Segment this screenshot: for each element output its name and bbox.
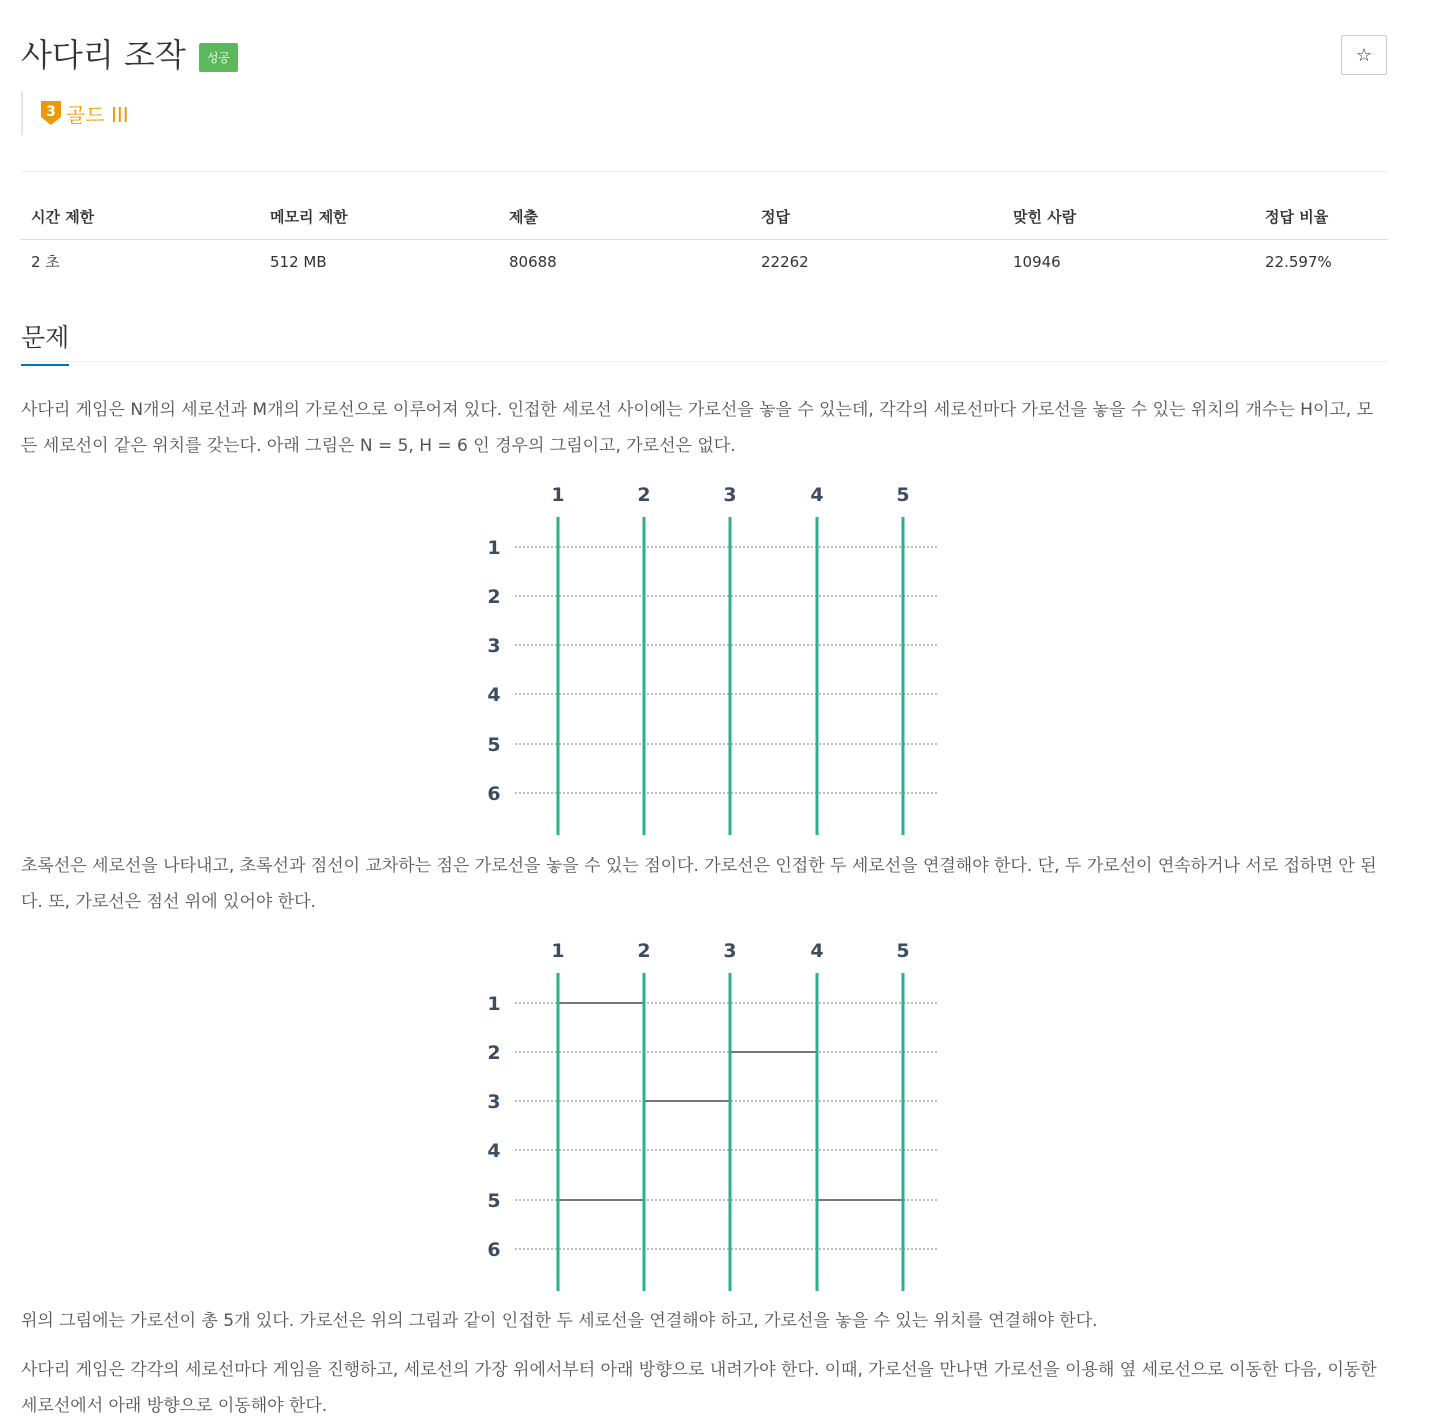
section-title-problem: 문제 xyxy=(21,318,69,366)
table-row xyxy=(21,240,1388,284)
fig1-column-label-3: 3 xyxy=(723,484,737,506)
problem-info-table xyxy=(21,196,1388,283)
fig1-row-label-6: 6 xyxy=(487,783,501,805)
submissions-value: 80688 xyxy=(509,252,557,271)
ladder-figure-with-rungs xyxy=(470,931,950,1296)
fig1-row-label-2: 2 xyxy=(487,586,501,608)
fig2-column-label-4: 4 xyxy=(810,940,824,962)
fig2-column-label-3: 3 xyxy=(723,940,737,962)
star-icon: ☆ xyxy=(1355,44,1373,66)
fig2-column-label-1: 1 xyxy=(551,940,565,962)
fig2-row-label-6: 6 xyxy=(487,1239,501,1261)
time-limit-value: 2 초 xyxy=(31,253,60,271)
memory-limit-value: 512 MB xyxy=(270,252,327,271)
fig2-column-label-2: 2 xyxy=(637,940,651,962)
header-time-limit: 시간 제한 xyxy=(21,196,260,240)
fig1-row-label-1: 1 xyxy=(487,537,501,559)
fig1-row-label-3: 3 xyxy=(487,635,501,657)
solved-users-value: 10946 xyxy=(1013,252,1061,271)
fig2-row-label-4: 4 xyxy=(487,1140,501,1162)
problem-paragraph-1: 사다리 게임은 N개의 세로선과 M개의 가로선으로 이루어져 있다. 인접한 세로선 사이에는 가로선을 놓을 수 있는데, 각각의 세로선마다 가로선을 놓을 수 있는 위치의 개수는 H이고, 모든 세로선이 같은 위치를 갖는다. 아래 그림은 N = 5, H = 6 인 경우의 그림이고, 가로선은 없다. xyxy=(21,400,1374,456)
fig1-column-label-5: 5 xyxy=(896,484,910,506)
accept-ratio-value: 22.597% xyxy=(1265,252,1332,271)
fig1-column-label-4: 4 xyxy=(810,484,824,506)
status-badge: 성공 xyxy=(199,43,238,72)
fig2-row-label-3: 3 xyxy=(487,1091,501,1113)
fig2-row-label-1: 1 xyxy=(487,993,501,1015)
gold-tier-icon xyxy=(40,100,62,126)
problem-header xyxy=(21,30,238,76)
ladder-figure-empty xyxy=(470,475,950,840)
problem-paragraph-3: 위의 그림에는 가로선이 총 5개 있다. 가로선은 위의 그림과 같이 인접한 두 세로선을 연결해야 하고, 가로선을 놓을 수 있는 위치를 연결해야 한다. xyxy=(21,1311,1098,1331)
fig1-column-label-1: 1 xyxy=(551,484,565,506)
header-accept-ratio: 정답 비율 xyxy=(1255,196,1388,240)
fig1-row-label-4: 4 xyxy=(487,684,501,706)
fig1-row-label-5: 5 xyxy=(487,734,501,756)
fig2-row-label-5: 5 xyxy=(487,1190,501,1212)
problem-paragraph-4: 사다리 게임은 각각의 세로선마다 게임을 진행하고, 세로선의 가장 위에서부터 아래 방향으로 내려가야 한다. 이때, 가로선을 만나면 가로선을 이용해 옆 세로선으로 이동한 다음, 이동한 세로선에서 아래 방향으로 이동해야 한다. xyxy=(21,1360,1377,1416)
section-divider xyxy=(21,361,1388,362)
problem-paragraph-2: 초록선은 세로선을 나타내고, 초록선과 점선이 교차하는 점은 가로선을 놓을 수 있는 점이다. 가로선은 인접한 두 세로선을 연결해야 한다. 단, 두 가로선이 연속하거나 서로 접하면 안 된다. 또, 가로선은 점선 위에 있어야 한다. xyxy=(21,856,1377,912)
accepted-value: 22262 xyxy=(761,252,809,271)
fig1-column-label-2: 2 xyxy=(637,484,651,506)
tier-indicator[interactable] xyxy=(21,91,129,135)
header-memory-limit: 메모리 제한 xyxy=(260,196,499,240)
tier-label: 골드 III xyxy=(66,102,129,127)
header-accepted: 정답 xyxy=(751,196,1003,240)
fig2-row-label-2: 2 xyxy=(487,1042,501,1064)
fig2-column-label-5: 5 xyxy=(896,940,910,962)
tier-number: 3 xyxy=(46,104,56,120)
problem-title: 사다리 조작 xyxy=(21,36,186,74)
star-button[interactable] xyxy=(1341,35,1387,75)
table-header-row xyxy=(21,196,1388,240)
header-solved-users: 맞힌 사람 xyxy=(1003,196,1255,240)
header-submissions: 제출 xyxy=(499,196,751,240)
divider xyxy=(21,171,1388,172)
